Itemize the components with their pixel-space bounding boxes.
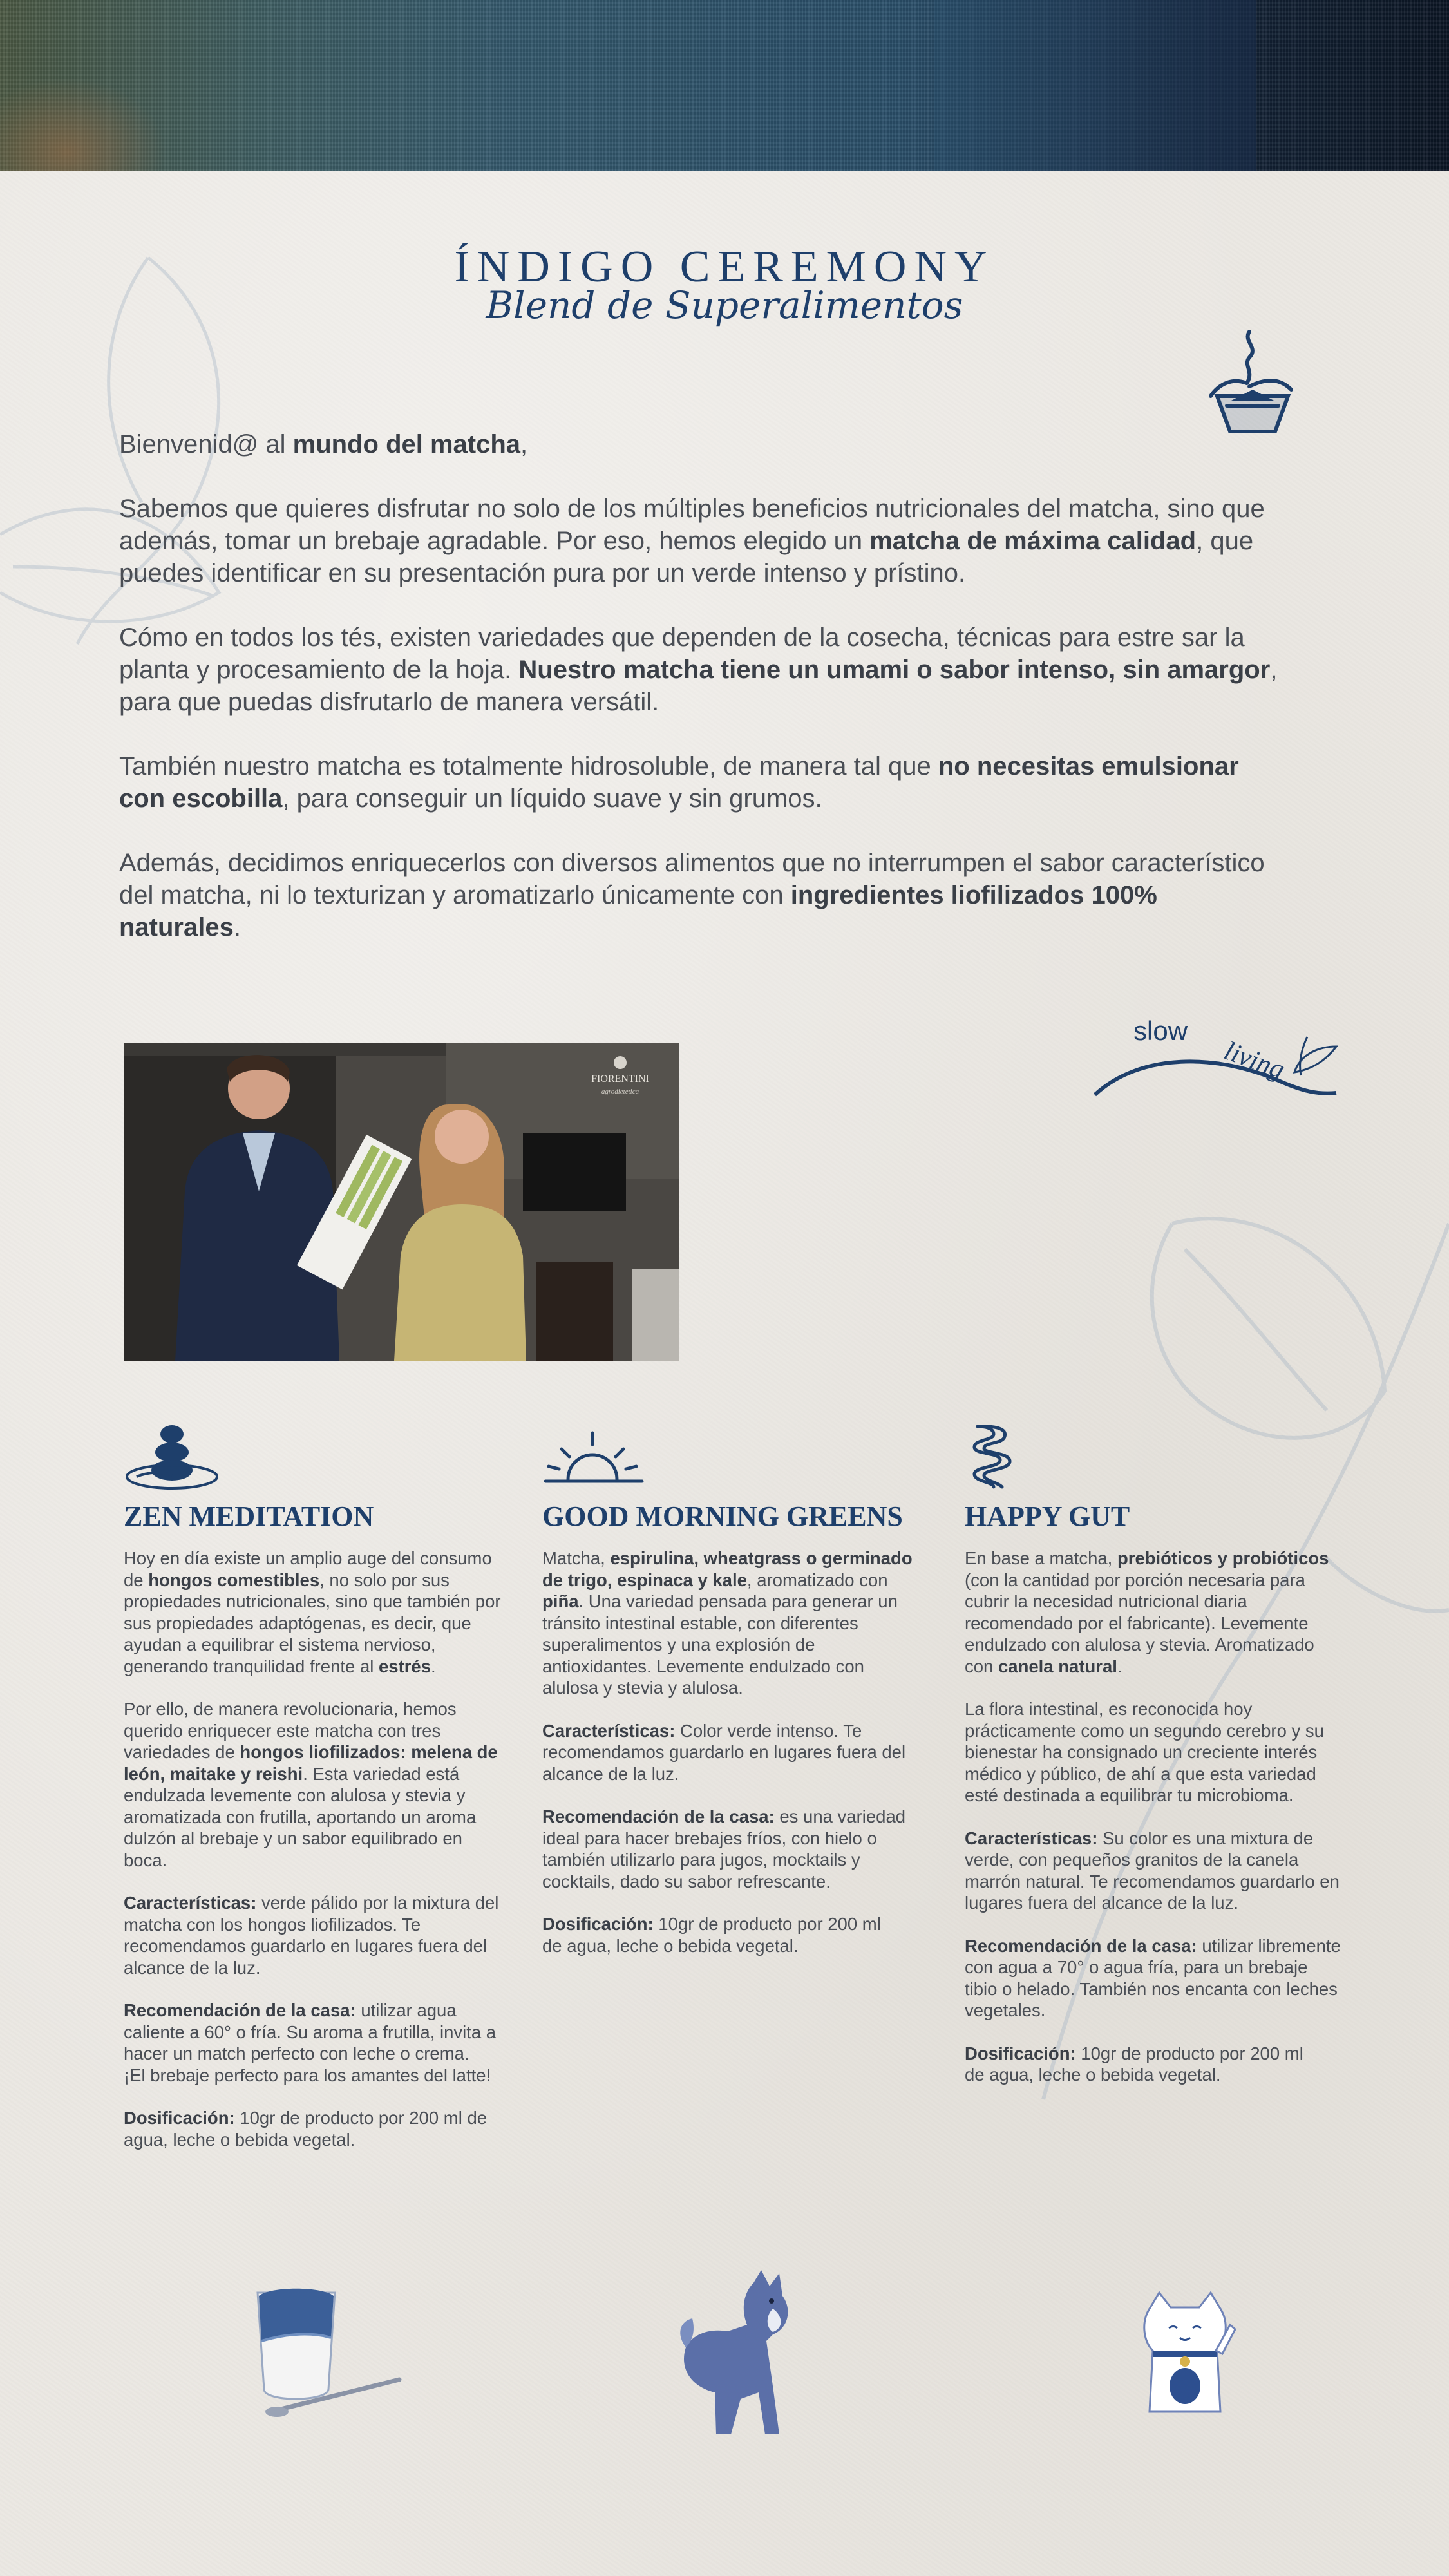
zen-dosage: Dosificación: 10gr de producto por 200 ml de agua, leche o bebida vegetal. (124, 2108, 488, 2150)
photo-logo-sub: agrodietetica (601, 1088, 639, 1095)
intro-text (119, 428, 1278, 976)
plant-bowl-icon (1204, 325, 1301, 441)
zen-paragraph: Hoy en día existe un amplio auge del consumo de hongos comestibles, no solo por sus propiedades nutricionales, sino que también por sus propiedades adaptógenas, es decir, que ayudan a equilibrar el sistema nervioso, generando tranquilidad frente al estrés. (124, 1548, 501, 1676)
shiba-dog-illustration (676, 2270, 805, 2441)
zen-stones-icon (124, 1420, 227, 1491)
greens-description (542, 1548, 922, 1956)
sunrise-icon (542, 1420, 645, 1491)
slow-living-word1: slow (1133, 1016, 1188, 1046)
event-photo (124, 1043, 679, 1361)
photo-logo-text: FIORENTINI (591, 1074, 649, 1084)
intro-paragraph: Sabemos que quieres disfrutar no solo de los múltiples beneficios nutricionales del matcha, sino que además, tomar un brebaje agradable. Por eso, hemos elegido un matcha de máxima calidad, que puedes identificar en su presentación pura por un verde intenso y prístino. (119, 495, 1265, 587)
zen-paragraph: Por ello, de manera revolucionaria, hemos querido enriquecer este matcha con tres variedades de hongos liofilizados: melena de león, maitake y reishi. Esta variedad está endulzada levemente con alulosa y stevia y aromatizada con frutilla, aportando un aroma dulzón al brebaje y un sabor equilibrado en boca. (124, 1699, 498, 1870)
greens-characteristics: Características: Color verde intenso. Te recomendamos guardarlo en lugares fuera del alcance de la luz. (542, 1720, 906, 1784)
zen-title: ZEN MEDITATION (124, 1501, 374, 1532)
gut-dosage: Dosificación: 10gr de producto por 200 ml de agua, leche o bebida vegetal. (965, 2043, 1303, 2085)
gut-description (965, 1548, 1345, 2086)
greens-recommendation: Recomendación de la casa: es una variedad ideal para hacer brebajes fríos, con hielo o también utilizarlo para jugos, mocktails y cocktails, dado su sabor refrescante. (542, 1806, 906, 1891)
photo-scene (124, 1043, 679, 1361)
matcha-glass-illustration (245, 2280, 412, 2428)
intro-paragraph: También nuestro matcha es totalmente hidrosoluble, de manera tal que no necesitas emulsionar con escobilla, para conseguir un líquido suave y sin grumos. (119, 752, 1239, 813)
gut-title: HAPPY GUT (965, 1501, 1130, 1532)
gut-characteristics: Características: Su color es una mixtura de verde, con pequeños granitos de la canela marrón natural. Te recomendamos guardarlo en lugares fuera del alcance de la luz. (965, 1828, 1340, 1913)
gut-paragraph: La flora intestinal, es reconocida hoy prácticamente como un segundo cerebro y su bienestar ha consignado un creciente interés médico y público, de ahí a que esta variedad esté destinada a equilibrar tu microbioma. (965, 1699, 1324, 1805)
brand-subtitle: Blend de Superalimentos (486, 283, 963, 327)
gut-recommendation: Recomendación de la casa: utilizar libremente con agua a 70° o agua fría, para un brebaje tibio o helado. También nos encanta con leches vegetales. (965, 1935, 1341, 2020)
product-column-zen (124, 1420, 504, 2172)
product-column-greens (542, 1420, 922, 1978)
intro-paragraph: Bienvenid@ al mundo del matcha, (119, 430, 528, 459)
intestine-icon (965, 1420, 1068, 1491)
greens-paragraph: Matcha, espirulina, wheatgrass o germinado de trigo, espinaca y kale, aromatizado con piña. Una variedad pensada para generar un tránsito intestinal estable, con diferentes superalimentos y una explosión de antioxidantes. Levemente endulzado con alulosa y stevia y alulosa. (542, 1548, 913, 1698)
intro-paragraph: Además, decidimos enriquecerlos con diversos alimentos que no interrumpen el sabor característico del matcha, ni lo texturizan y aromatizarlo únicamente con ingredientes liofilizados 100% naturales. (119, 849, 1265, 942)
intro-paragraph: Cómo en todos los tés, existen variedades que dependen de la cosecha, técnicas para estre sar la planta y procesamiento de la hoja. Nuestro matcha tiene un umami o sabor intenso, sin amargor, para que puedas disfrutarlo de manera versátil. (119, 623, 1278, 716)
zen-description (124, 1548, 504, 2150)
textile-banner (0, 0, 1449, 171)
banner-texture (934, 0, 1256, 171)
lucky-cat-illustration (1133, 2289, 1236, 2418)
slow-living-logo (1088, 1008, 1346, 1111)
greens-title: GOOD MORNING GREENS (542, 1501, 903, 1532)
brand-title: ÍNDIGO CEREMONY (454, 242, 995, 292)
greens-dosage: Dosificación: 10gr de producto por 200 ml de agua, leche o bebida vegetal. (542, 1914, 881, 1956)
zen-recommendation: Recomendación de la casa: utilizar agua caliente a 60° o fría. Su aroma a frutilla, invita a hacer un match perfecto con leche o crema. ¡El brebaje perfecto para los amantes del latte! (124, 2000, 497, 2085)
gut-paragraph: En base a matcha, prebióticos y probióticos (con la cantidad por porción necesaria para cubrir la necesidad nutricional diaria recomendado por el fabricante). Levemente endulzado con alulosa y stevia. Aromatizado con canela natural. (965, 1548, 1329, 1676)
zen-characteristics: Características: verde pálido por la mixtura del matcha con los hongos liofilizados. Te recomendamos guardarlo en lugares fuera del alcance de la luz. (124, 1893, 499, 1978)
product-column-gut (965, 1420, 1345, 2107)
slow-living-word2: living (1220, 1036, 1289, 1085)
banner-texture (0, 77, 167, 171)
